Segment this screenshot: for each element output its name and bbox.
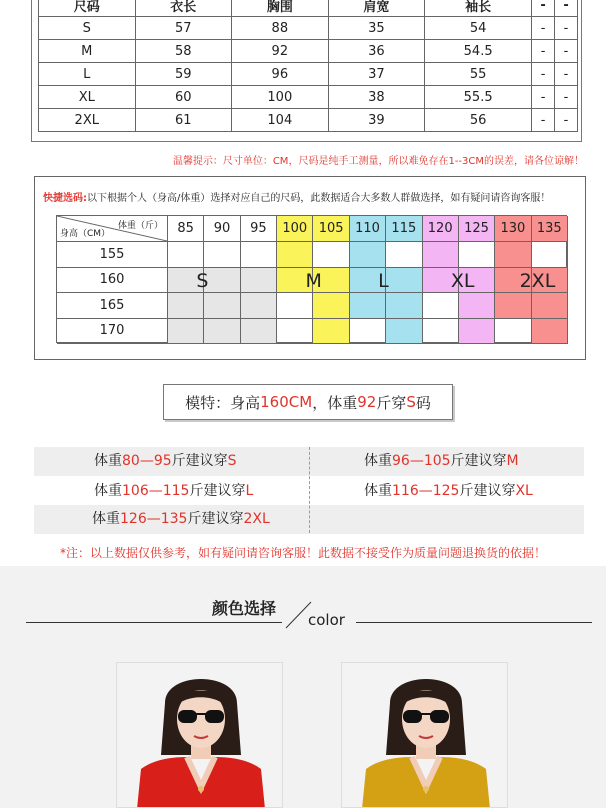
weight-header: 115 — [386, 216, 422, 242]
table-cell: 100 — [232, 86, 329, 109]
weight-header: 120 — [423, 216, 459, 242]
size-col-header: 尺码 — [39, 0, 136, 17]
recommend-size: XL — [515, 483, 533, 499]
grid-cell — [241, 293, 277, 319]
blank-col-header: - — [532, 0, 555, 17]
table-cell: 55 — [425, 63, 532, 86]
table-cell: 54 — [425, 17, 532, 40]
model-red-image — [117, 663, 283, 808]
table-cell: - — [532, 86, 555, 109]
quick-size-desc: 以下根据个人（身高/体重）选择对应自己的尺码，此数据适合大多数人群做选择，如有疑问请咨询客服！ — [87, 193, 551, 204]
grid-cell — [532, 242, 568, 268]
model-weight: 92 — [357, 393, 377, 411]
recommend-item-m — [364, 447, 519, 476]
model-yellow-image — [342, 663, 508, 808]
model-height: 160CM — [260, 393, 313, 411]
weight-header: 135 — [532, 216, 568, 242]
grid-cell — [350, 319, 386, 345]
table-cell: - — [532, 63, 555, 86]
size-zone-label-l: L — [378, 269, 389, 292]
table-cell: 61 — [135, 109, 232, 132]
model-text: ，体重 — [312, 393, 358, 412]
color-subtitle: color — [308, 611, 345, 629]
table-cell: M — [39, 40, 136, 63]
weight-header: 95 — [241, 216, 277, 242]
size-zone-label-2xl: 2XL — [519, 269, 556, 292]
measurement-note: 温馨提示：尺寸单位：CM，尺码是纯手工测量，所以难免存在1--3CM的误差，请各位谅解！ — [172, 156, 584, 167]
recommend-label: 斤建议穿 — [189, 483, 246, 499]
weight-header: 125 — [459, 216, 495, 242]
table-cell: 35 — [328, 17, 425, 40]
grid-cell — [277, 242, 313, 268]
recommend-item-s — [94, 447, 237, 476]
grid-cell — [423, 242, 459, 268]
table-cell: 104 — [232, 109, 329, 132]
table-cell: L — [39, 63, 136, 86]
corner-weight-label: 体重（斤） — [117, 221, 163, 231]
grid-cell — [495, 293, 531, 319]
recommend-size: M — [506, 453, 519, 469]
grid-cell — [241, 268, 277, 294]
recommend-range: 106—115 — [122, 483, 190, 499]
table-row — [39, 40, 578, 63]
grid-cell — [532, 319, 568, 345]
recommend-range: 96—105 — [392, 453, 451, 469]
grid-cell — [277, 293, 313, 319]
grid-cell — [204, 268, 240, 294]
size-chart-header-row — [39, 0, 578, 17]
table-cell: S — [39, 17, 136, 40]
recommend-label: 体重 — [94, 453, 122, 469]
quick-size-title — [43, 189, 550, 204]
table-row — [39, 86, 578, 109]
recommend-size: S — [227, 453, 237, 469]
divider-line — [356, 622, 592, 623]
recommend-divider — [309, 447, 310, 533]
table-row — [39, 63, 578, 86]
quick-size-panel — [34, 176, 586, 360]
grid-cell — [168, 319, 204, 345]
weight-header: 130 — [495, 216, 531, 242]
weight-header: 105 — [313, 216, 349, 242]
weight-header: 100 — [277, 216, 313, 242]
grid-cell — [459, 293, 495, 319]
recommend-size: 2XL — [243, 511, 270, 527]
table-cell: - — [555, 86, 578, 109]
product-photo-red[interactable] — [116, 662, 283, 808]
grid-cell — [241, 242, 277, 268]
blank-col-header: - — [555, 0, 578, 17]
table-cell: - — [555, 17, 578, 40]
model-text: 斤穿 — [376, 393, 407, 412]
grid-cell — [386, 242, 422, 268]
sleeve-col-header: 袖长 — [425, 0, 532, 17]
grid-cell — [168, 242, 204, 268]
table-cell: - — [532, 40, 555, 63]
weight-header: 85 — [168, 216, 204, 242]
table-cell: 60 — [135, 86, 232, 109]
shoulder-col-header: 肩宽 — [328, 0, 425, 17]
table-cell: - — [555, 109, 578, 132]
recommend-item-xl — [364, 477, 533, 506]
table-cell: 59 — [135, 63, 232, 86]
weight-header: 110 — [350, 216, 386, 242]
grid-cell — [495, 242, 531, 268]
grid-cell — [313, 293, 349, 319]
grid-cell — [459, 242, 495, 268]
grid-cell — [204, 242, 240, 268]
size-chart-table — [38, 0, 578, 132]
recommend-item-2xl — [92, 505, 270, 534]
recommend-label: 体重 — [364, 453, 392, 469]
grid-cell — [423, 319, 459, 345]
height-header: 160 — [57, 268, 168, 294]
length-col-header: 衣长 — [135, 0, 232, 17]
grid-cell — [277, 319, 313, 345]
table-cell: 37 — [328, 63, 425, 86]
corner-height-label: 身高（CM） — [60, 229, 111, 239]
recommend-size: L — [245, 483, 254, 499]
recommend-label: 斤建议穿 — [459, 483, 516, 499]
grid-cell — [350, 293, 386, 319]
size-chart-panel — [31, 0, 582, 142]
grid-cell — [423, 293, 459, 319]
model-text: 模特：身高 — [185, 393, 261, 412]
table-cell: 2XL — [39, 109, 136, 132]
product-photo-yellow[interactable] — [341, 662, 508, 808]
quick-size-lead: 快捷选码: — [43, 193, 87, 204]
table-cell: - — [532, 109, 555, 132]
recommend-label: 体重 — [364, 483, 392, 499]
table-cell: XL — [39, 86, 136, 109]
table-cell: - — [555, 40, 578, 63]
table-cell: 56 — [425, 109, 532, 132]
grid-cell — [241, 319, 277, 345]
model-info-box — [163, 384, 453, 420]
table-cell: 57 — [135, 17, 232, 40]
table-cell: 58 — [135, 40, 232, 63]
color-selection-section — [0, 566, 606, 808]
table-cell: 39 — [328, 109, 425, 132]
table-cell: 54.5 — [425, 40, 532, 63]
table-row — [39, 109, 578, 132]
weight-header: 90 — [204, 216, 240, 242]
table-cell: - — [532, 17, 555, 40]
grid-cell — [532, 293, 568, 319]
height-header: 165 — [57, 293, 168, 319]
height-header: 155 — [57, 242, 168, 268]
color-title: 颜色选择 — [212, 599, 277, 618]
table-cell: 88 — [232, 17, 329, 40]
grid-cell — [386, 319, 422, 345]
divider-line — [26, 622, 282, 623]
grid-cell — [313, 319, 349, 345]
grid-cell — [495, 319, 531, 345]
grid-cell — [459, 319, 495, 345]
bust-col-header: 胸围 — [232, 0, 329, 17]
model-size: S — [406, 393, 416, 411]
size-zone-label-xl: XL — [450, 269, 475, 292]
recommend-label: 斤建议穿 — [171, 453, 228, 469]
size-zone-label-m: M — [305, 269, 322, 292]
table-cell: 96 — [232, 63, 329, 86]
table-cell: 38 — [328, 86, 425, 109]
grid-cell — [386, 268, 422, 294]
height-header: 170 — [57, 319, 168, 345]
grid-cell — [204, 319, 240, 345]
recommend-range: 126—135 — [120, 511, 188, 527]
recommend-label: 体重 — [92, 511, 120, 527]
table-cell: 92 — [232, 40, 329, 63]
table-cell: 55.5 — [425, 86, 532, 109]
disclaimer-text: *注：以上数据仅供参考，如有疑问请咨询客服！此数据不接受作为质量问题退换货的依据！ — [59, 546, 546, 560]
size-selector-grid — [56, 215, 567, 343]
size-zone-label-s: S — [196, 269, 209, 292]
table-row — [39, 17, 578, 40]
grid-cell — [204, 293, 240, 319]
recommend-label: 斤建议穿 — [450, 453, 507, 469]
recommend-label: 体重 — [94, 483, 122, 499]
recommend-range: 116—125 — [392, 483, 460, 499]
grid-corner-header — [57, 216, 168, 242]
recommend-item-l — [94, 477, 253, 506]
table-cell: 36 — [328, 40, 425, 63]
recommend-range: 80—95 — [122, 453, 172, 469]
model-text: 码 — [415, 393, 431, 412]
recommend-label: 斤建议穿 — [187, 511, 244, 527]
grid-cell — [313, 242, 349, 268]
grid-cell — [168, 293, 204, 319]
grid-cell — [386, 293, 422, 319]
table-cell: - — [555, 63, 578, 86]
grid-cell — [350, 242, 386, 268]
